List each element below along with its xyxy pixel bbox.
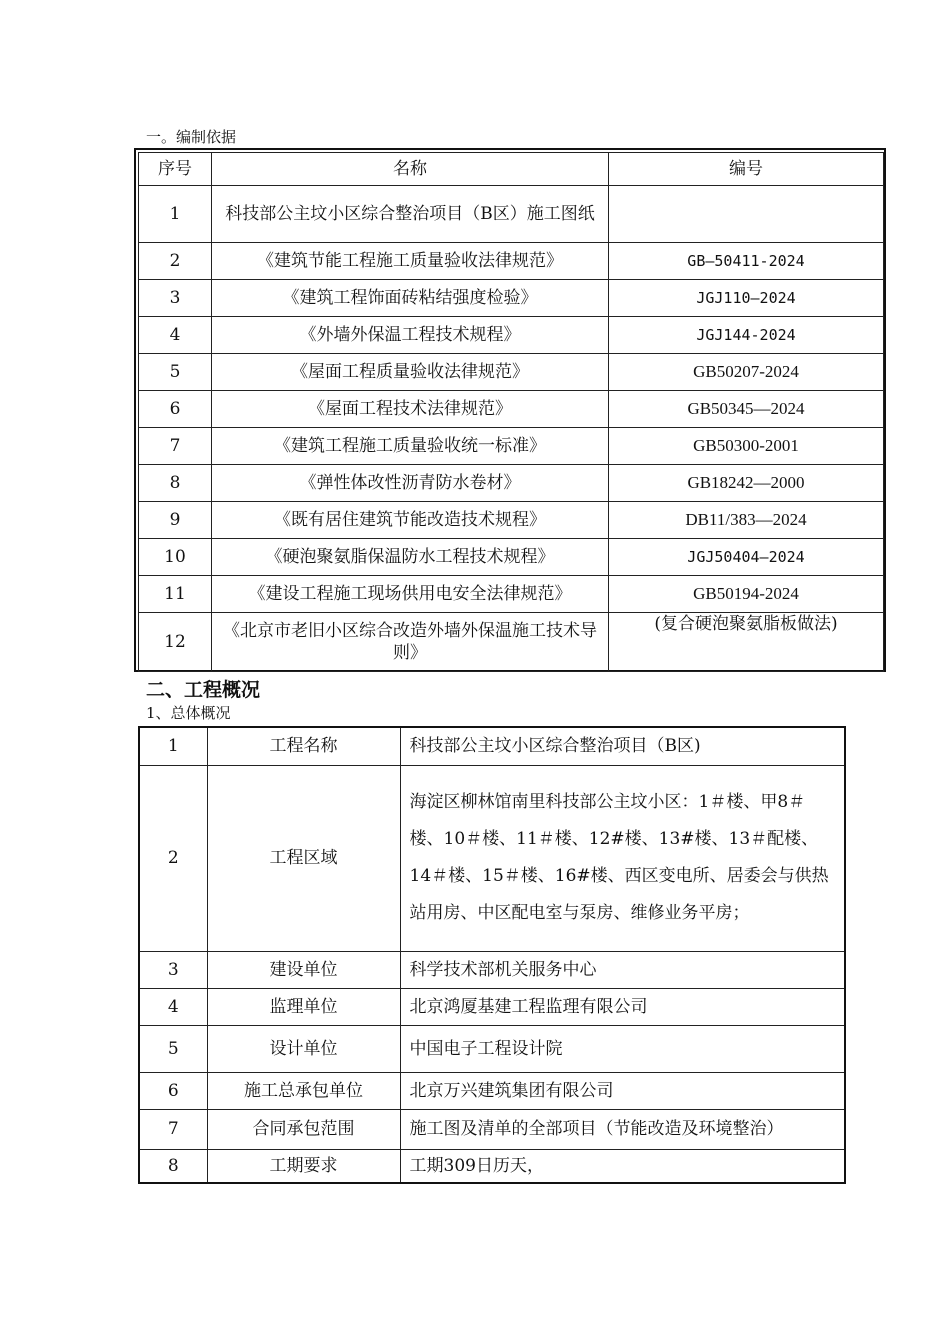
row-value: 北京鸿厦基建工程监理有限公司 bbox=[400, 988, 845, 1025]
row-label: 工期要求 bbox=[207, 1149, 400, 1183]
row-name: 《建筑工程饰面砖粘结强度检验》 bbox=[212, 280, 609, 317]
row-no: 6 bbox=[139, 391, 212, 428]
row-no: 1 bbox=[139, 186, 212, 243]
row-code: GB18242—2000 bbox=[609, 465, 884, 502]
row-name: 《硬泡聚氨脂保温防水工程技术规程》 bbox=[212, 539, 609, 576]
row-label: 施工总承包单位 bbox=[207, 1072, 400, 1109]
row-code: (复合硬泡聚氨脂板做法) bbox=[609, 613, 884, 672]
row-name: 《外墙外保温工程技术规程》 bbox=[212, 317, 609, 354]
table-header-row bbox=[139, 153, 884, 186]
row-code bbox=[609, 186, 884, 243]
row-name: 《既有居住建筑节能改造技术规程》 bbox=[212, 502, 609, 539]
section2-heading: 二、工程概况 bbox=[146, 679, 261, 701]
row-code: GB50207-2024 bbox=[609, 354, 884, 391]
row-no: 8 bbox=[139, 1149, 207, 1183]
row-name: 《弹性体改性沥青防水卷材》 bbox=[212, 465, 609, 502]
overview-table bbox=[138, 726, 846, 1184]
table-row bbox=[139, 951, 845, 988]
table-row bbox=[139, 1109, 845, 1149]
table-row bbox=[139, 391, 884, 428]
table-row bbox=[139, 576, 884, 613]
row-no: 5 bbox=[139, 1025, 207, 1072]
table-row bbox=[139, 727, 845, 765]
row-label: 监理单位 bbox=[207, 988, 400, 1025]
section2-subheading: 1、总体概况 bbox=[146, 704, 231, 722]
row-no: 5 bbox=[139, 354, 212, 391]
row-code: GB—50411-2024 bbox=[609, 243, 884, 280]
row-no: 4 bbox=[139, 988, 207, 1025]
table-row bbox=[139, 539, 884, 576]
row-no: 7 bbox=[139, 428, 212, 465]
header-code: 编号 bbox=[609, 153, 884, 186]
row-code: GB50345—2024 bbox=[609, 391, 884, 428]
row-no: 2 bbox=[139, 765, 207, 951]
table-row bbox=[139, 186, 884, 243]
row-value: 施工图及清单的全部项目（节能改造及环境整治） bbox=[400, 1109, 845, 1149]
table-row bbox=[139, 465, 884, 502]
table-row bbox=[139, 502, 884, 539]
section1-heading: 一。编制依据 bbox=[146, 128, 237, 146]
row-code: JGJ144-2024 bbox=[609, 317, 884, 354]
row-no: 9 bbox=[139, 502, 212, 539]
table-row bbox=[139, 317, 884, 354]
row-label: 工程名称 bbox=[207, 727, 400, 765]
table-row bbox=[139, 613, 884, 672]
row-value: 北京万兴建筑集团有限公司 bbox=[400, 1072, 845, 1109]
table-row bbox=[139, 765, 845, 951]
row-code: GB50194-2024 bbox=[609, 576, 884, 613]
row-code: JGJ110—2024 bbox=[609, 280, 884, 317]
table-row bbox=[139, 1072, 845, 1109]
row-no: 3 bbox=[139, 280, 212, 317]
table-row bbox=[139, 243, 884, 280]
row-no: 8 bbox=[139, 465, 212, 502]
table-row bbox=[139, 280, 884, 317]
row-label: 合同承包范围 bbox=[207, 1109, 400, 1149]
row-label: 设计单位 bbox=[207, 1025, 400, 1072]
row-label: 建设单位 bbox=[207, 951, 400, 988]
table-row bbox=[139, 428, 884, 465]
row-name: 《北京市老旧小区综合改造外墙外保温施工技术导则》 bbox=[212, 613, 609, 672]
row-value: 海淀区柳林馆南里科技部公主坟小区：1＃楼、甲8＃楼、10＃楼、11＃楼、12#楼、13#楼、13＃配楼、14＃楼、15＃楼、16#楼、西区变电所、居委会与供热站用房、中区配电室与泵房、维修业务平房； bbox=[400, 765, 845, 951]
header-no: 序号 bbox=[139, 153, 212, 186]
row-code: DB11/383—2024 bbox=[609, 502, 884, 539]
row-name: 《建设工程施工现场供用电安全法律规范》 bbox=[212, 576, 609, 613]
row-name: 《建筑节能工程施工质量验收法律规范》 bbox=[212, 243, 609, 280]
row-name: 科技部公主坟小区综合整治项目（B区）施工图纸 bbox=[212, 186, 609, 243]
row-no: 4 bbox=[139, 317, 212, 354]
table-row bbox=[139, 988, 845, 1025]
row-no: 7 bbox=[139, 1109, 207, 1149]
row-no: 10 bbox=[139, 539, 212, 576]
row-name: 《建筑工程施工质量验收统一标准》 bbox=[212, 428, 609, 465]
row-name: 《屋面工程质量验收法律规范》 bbox=[212, 354, 609, 391]
row-value: 科学技术部机关服务中心 bbox=[400, 951, 845, 988]
row-value: 中国电子工程设计院 bbox=[400, 1025, 845, 1072]
row-no: 11 bbox=[139, 576, 212, 613]
table-row bbox=[139, 1025, 845, 1072]
table-row bbox=[139, 354, 884, 391]
row-no: 3 bbox=[139, 951, 207, 988]
row-no: 12 bbox=[139, 613, 212, 672]
basis-table bbox=[138, 152, 884, 672]
row-name: 《屋面工程技术法律规范》 bbox=[212, 391, 609, 428]
row-no: 6 bbox=[139, 1072, 207, 1109]
row-code: GB50300-2001 bbox=[609, 428, 884, 465]
row-code: JGJ50404—2024 bbox=[609, 539, 884, 576]
row-value: 工期309日历天， bbox=[400, 1149, 845, 1183]
row-label: 工程区域 bbox=[207, 765, 400, 951]
row-no: 1 bbox=[139, 727, 207, 765]
table-row bbox=[139, 1149, 845, 1183]
row-value: 科技部公主坟小区综合整治项目（B区) bbox=[400, 727, 845, 765]
row-no: 2 bbox=[139, 243, 212, 280]
header-name: 名称 bbox=[212, 153, 609, 186]
